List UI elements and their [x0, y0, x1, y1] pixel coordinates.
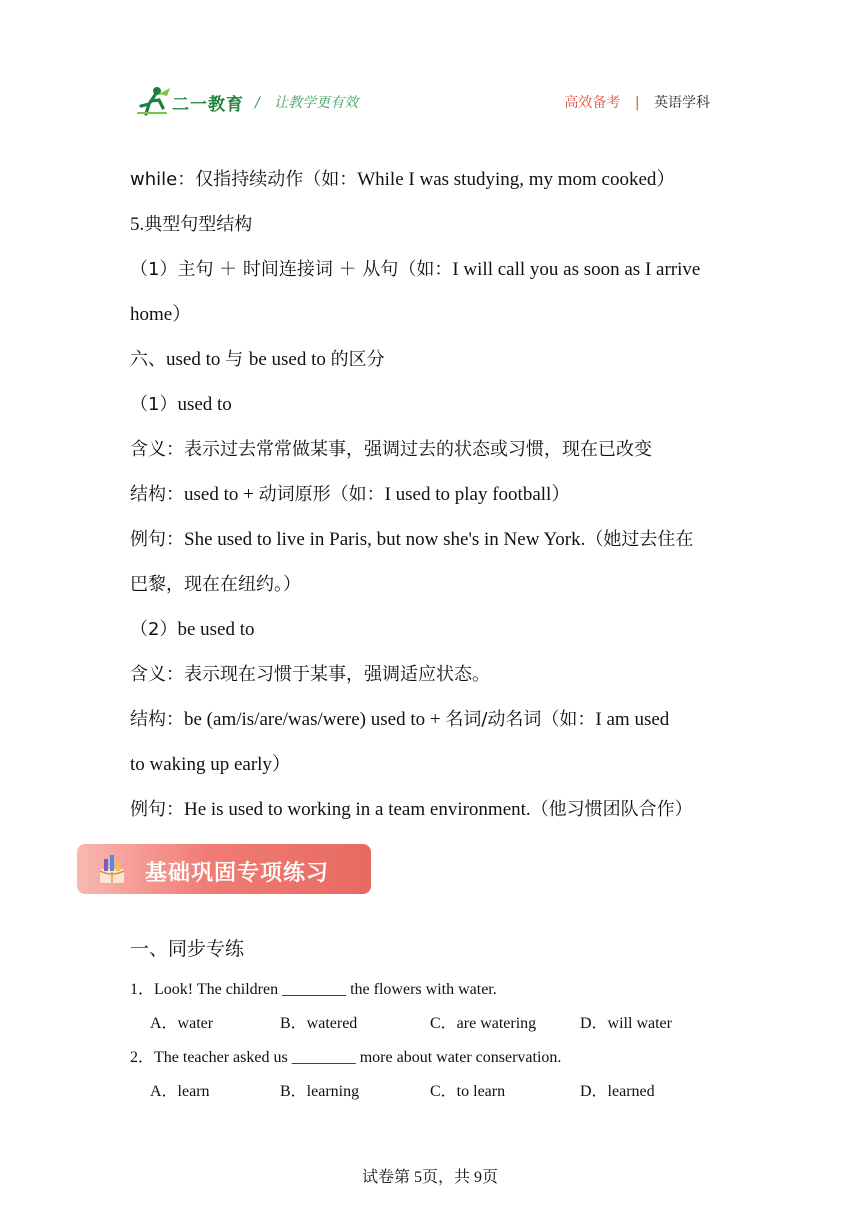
- header-tag-exam: 高效备考: [564, 95, 621, 111]
- header-slogan: [255, 92, 358, 112]
- line-segment: 名词/动名词（如：: [445, 709, 596, 730]
- option-b: B．watered: [280, 1015, 358, 1032]
- line-segment: 巴黎，现在在纽约。）: [130, 574, 301, 595]
- header-tag-subject: 英语学科: [654, 95, 710, 111]
- logo-text: 二一教育: [172, 95, 244, 115]
- line-segment: 例句：: [130, 799, 184, 820]
- option-a: A．learn: [150, 1083, 210, 1100]
- line-segment: 例句：: [130, 529, 184, 550]
- question-stem: 2．The teacher asked us ________ more about water conservation.: [130, 1049, 562, 1066]
- text-line: [130, 258, 740, 282]
- slogan-text: 让教学更有效: [274, 95, 359, 111]
- line-segment: （1）: [130, 394, 178, 415]
- line-segment: I will call you as soon as I arrive: [452, 259, 701, 280]
- line-segment: 的区分: [330, 349, 385, 370]
- page-footer: [0, 1164, 860, 1187]
- text-line: [130, 393, 740, 417]
- option-d: D．learned: [580, 1083, 655, 1100]
- line-segment: while：: [130, 169, 196, 190]
- text-line: [130, 798, 740, 822]
- text-line: [130, 483, 740, 507]
- text-line: [130, 573, 740, 597]
- line-segment: used to +: [184, 484, 259, 505]
- page-header: [0, 0, 860, 130]
- line-segment: He is used to working in a team environment.: [184, 799, 531, 820]
- line-segment: to waking up early）: [130, 754, 291, 775]
- book-chart-icon: [97, 853, 127, 885]
- line-segment: 六、: [130, 349, 166, 370]
- line-segment: 结构：: [130, 484, 184, 505]
- text-line: [130, 708, 740, 732]
- line-segment: be used to: [177, 619, 255, 640]
- text-line: [130, 348, 740, 372]
- text-line: [130, 663, 740, 687]
- header-divider: |: [634, 95, 640, 111]
- line-segment: 含义：表示过去常常做某事，强调过去的状态或习惯，现在已改变: [130, 439, 652, 460]
- line-segment: （1）: [130, 259, 178, 280]
- line-segment: 5.: [130, 214, 145, 235]
- line-segment: 主句 ＋ 时间连接词 ＋ 从句（如：: [177, 259, 453, 280]
- line-segment: （2）: [130, 619, 178, 640]
- text-line: [130, 213, 740, 237]
- line-segment: I am used: [595, 709, 670, 730]
- line-segment: 典型句型结构: [144, 214, 253, 235]
- text-line: [130, 618, 740, 642]
- page-number: 试卷第 5页，共 9页: [361, 1169, 498, 1186]
- text-line: [130, 168, 740, 192]
- section-title: 一、同步专练: [130, 938, 245, 960]
- text-line: [130, 528, 740, 552]
- line-segment: be (am/is/are/was/were) used to +: [184, 709, 446, 730]
- option-c: C．are watering: [430, 1015, 537, 1032]
- line-segment: 含义：表示现在习惯于某事，强调适应状态。: [130, 664, 490, 685]
- line-segment: used to: [177, 394, 232, 415]
- text-line: [130, 753, 740, 777]
- line-segment: 结构：: [130, 709, 184, 730]
- question-stem: 1．Look! The children ________ the flowers with water.: [130, 981, 497, 998]
- option-c: C．to learn: [430, 1083, 506, 1100]
- line-segment: （他习惯团队合作）: [530, 799, 693, 820]
- option-b: B．learning: [280, 1083, 360, 1100]
- line-segment: While I was studying, my mom cooked）: [357, 169, 676, 190]
- line-segment: used to: [166, 349, 226, 370]
- text-line: [130, 303, 740, 327]
- line-segment: She used to live in Paris, but now she's in New York.: [184, 529, 586, 550]
- banner-title: 基础巩固专项练习: [145, 861, 330, 886]
- line-segment: 动词原形（如：: [258, 484, 385, 505]
- slogan-separator: /: [255, 95, 260, 111]
- line-segment: be used to: [248, 349, 331, 370]
- section-banner: [77, 844, 371, 894]
- line-segment: I used to play football）: [384, 484, 571, 505]
- option-d: D．will water: [580, 1015, 672, 1032]
- header-subject: [564, 92, 710, 112]
- line-segment: （她过去住在: [585, 529, 694, 550]
- line-segment: home）: [130, 304, 192, 325]
- line-segment: 与: [225, 349, 249, 370]
- line-segment: 仅指持续动作（如：: [195, 169, 358, 190]
- text-line: [130, 438, 740, 462]
- option-a: A．water: [150, 1015, 214, 1032]
